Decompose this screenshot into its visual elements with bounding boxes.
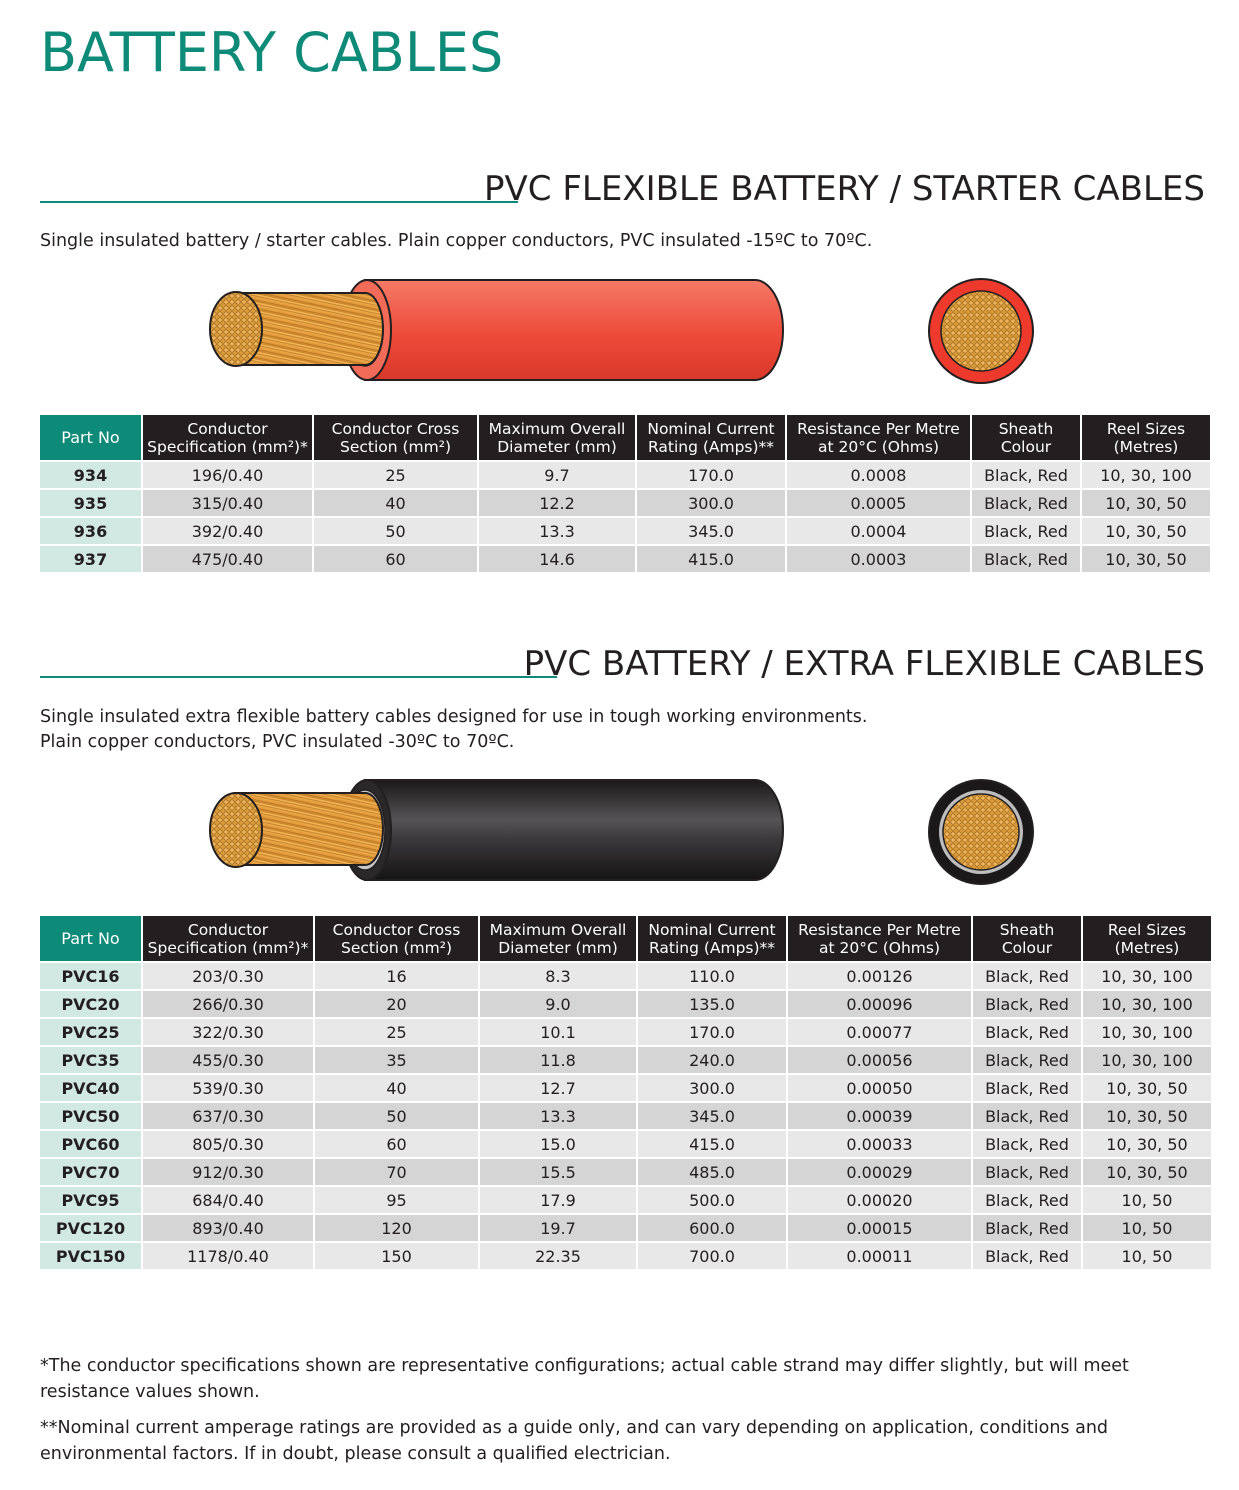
table-cell: 110.0 (637, 962, 787, 990)
footnote-conductor-spec: *The conductor specifications shown are representative configurations; actual cable strand may differ slightly, but will meet resistance values shown. (40, 1356, 1129, 1402)
table-cell: 539/0.30 (142, 1074, 314, 1102)
table-cell: 10.1 (479, 1018, 637, 1046)
table-cell: 60 (314, 1130, 479, 1158)
table-row (40, 1242, 1211, 1269)
table-row (40, 962, 1211, 990)
table-cell: Black, Red (972, 1186, 1082, 1214)
table-cell: 415.0 (636, 545, 786, 572)
table-cell: 16 (314, 962, 479, 990)
section-description: Single insulated battery / starter cables. Plain copper conductors, PVC insulated -15ºC to 70ºC. (40, 231, 873, 251)
table-cell: 12.7 (479, 1074, 637, 1102)
column-header: Resistance Per Metre at 20°C (Ohms) (787, 916, 972, 962)
table-cell: 0.00039 (787, 1102, 972, 1130)
table-cell: 500.0 (637, 1186, 787, 1214)
table-cell: 9.7 (478, 461, 636, 489)
section1-spec-table (40, 415, 1210, 572)
part-number-cell: PVC50 (40, 1102, 142, 1130)
table-cell: 17.9 (479, 1186, 637, 1214)
table-row (40, 461, 1210, 489)
table-cell: 637/0.30 (142, 1102, 314, 1130)
part-number-cell: PVC95 (40, 1186, 142, 1214)
table-cell: 684/0.40 (142, 1186, 314, 1214)
table-cell: 22.35 (479, 1242, 637, 1269)
section-description (40, 705, 867, 755)
part-number-cell: PVC16 (40, 962, 142, 990)
table-cell: 455/0.30 (142, 1046, 314, 1074)
table-cell: 322/0.30 (142, 1018, 314, 1046)
table-cell: 95 (314, 1186, 479, 1214)
table-cell: 10, 30, 100 (1082, 1046, 1211, 1074)
table-cell: 13.3 (478, 517, 636, 545)
table-row (40, 1046, 1211, 1074)
table-cell: 485.0 (637, 1158, 787, 1186)
table-cell: 0.00126 (787, 962, 972, 990)
table-cell: 14.6 (478, 545, 636, 572)
table-cell: 70 (314, 1158, 479, 1186)
section2-spec-table (40, 916, 1211, 1269)
table-cell: 120 (314, 1214, 479, 1242)
description-line: Plain copper conductors, PVC insulated -30ºC to 70ºC. (40, 732, 515, 752)
section-header (40, 638, 1205, 684)
table-cell: 13.3 (479, 1102, 637, 1130)
table-cell: Black, Red (972, 1130, 1082, 1158)
column-header: Part No (40, 916, 142, 962)
description-line: Single insulated extra flexible battery cables designed for use in tough working environments. (40, 707, 868, 727)
table-cell: 0.00029 (787, 1158, 972, 1186)
section-header (40, 163, 1205, 209)
table-cell: 150 (314, 1242, 479, 1269)
table-cell: 10, 30, 100 (1082, 990, 1211, 1018)
table-row (40, 1186, 1211, 1214)
table-cell: 60 (313, 545, 478, 572)
section-title: PVC BATTERY / EXTRA FLEXIBLE CABLES (523, 644, 1205, 684)
table-row (40, 1102, 1211, 1130)
table-row (40, 489, 1210, 517)
table-cell: Black, Red (971, 489, 1081, 517)
table-cell: 170.0 (636, 461, 786, 489)
table-cell: 0.00096 (787, 990, 972, 1018)
part-number-cell: 936 (40, 517, 142, 545)
table-cell: 0.00077 (787, 1018, 972, 1046)
table-row (40, 1018, 1211, 1046)
column-header: Conductor Cross Section (mm²) (313, 415, 478, 461)
table-row (40, 517, 1210, 545)
table-cell: 266/0.30 (142, 990, 314, 1018)
table-cell: 805/0.30 (142, 1130, 314, 1158)
table-cell: 10, 30, 50 (1082, 1158, 1211, 1186)
column-header: Nominal Current Rating (Amps)** (636, 415, 786, 461)
table-cell: 300.0 (636, 489, 786, 517)
table-cell: 0.00056 (787, 1046, 972, 1074)
table-cell: Black, Red (972, 1214, 1082, 1242)
section-rule (40, 676, 557, 678)
column-header: Resistance Per Metre at 20°C (Ohms) (786, 415, 971, 461)
table-cell: 196/0.40 (142, 461, 313, 489)
column-header: Maximum Overall Diameter (mm) (479, 916, 637, 962)
table-cell: 10, 50 (1082, 1214, 1211, 1242)
table-header-row (40, 415, 1210, 461)
table-cell: 893/0.40 (142, 1214, 314, 1242)
table-cell: 50 (313, 517, 478, 545)
table-cell: 10, 50 (1082, 1186, 1211, 1214)
table-cell: 392/0.40 (142, 517, 313, 545)
column-header: Sheath Colour (972, 916, 1082, 962)
red-cable-side-illustration (205, 275, 795, 387)
table-cell: 10, 30, 50 (1082, 1074, 1211, 1102)
table-cell: 0.0003 (786, 545, 971, 572)
part-number-cell: PVC120 (40, 1214, 142, 1242)
table-cell: 475/0.40 (142, 545, 313, 572)
part-number-cell: 934 (40, 461, 142, 489)
table-cell: Black, Red (972, 1158, 1082, 1186)
table-cell: 10, 30, 100 (1082, 962, 1211, 990)
page-title: BATTERY CABLES (40, 21, 504, 84)
table-cell: 415.0 (637, 1130, 787, 1158)
table-cell: Black, Red (972, 1074, 1082, 1102)
part-number-cell: PVC60 (40, 1130, 142, 1158)
table-cell: Black, Red (972, 1102, 1082, 1130)
table-row (40, 1074, 1211, 1102)
table-cell: 0.0005 (786, 489, 971, 517)
table-cell: Black, Red (972, 962, 1082, 990)
table-cell: 0.00015 (787, 1214, 972, 1242)
column-header: Part No (40, 415, 142, 461)
table-row (40, 1130, 1211, 1158)
column-header: Conductor Specification (mm²)* (142, 415, 313, 461)
table-cell: 20 (314, 990, 479, 1018)
table-row (40, 990, 1211, 1018)
table-cell: 10, 30, 50 (1082, 1102, 1211, 1130)
section-rule (40, 201, 518, 203)
table-cell: 15.0 (479, 1130, 637, 1158)
table-cell: 11.8 (479, 1046, 637, 1074)
table-cell: 0.0008 (786, 461, 971, 489)
table-row (40, 1214, 1211, 1242)
table-cell: 10, 30, 100 (1081, 461, 1210, 489)
table-cell: 0.00011 (787, 1242, 972, 1269)
column-header: Maximum Overall Diameter (mm) (478, 415, 636, 461)
table-cell: Black, Red (972, 1018, 1082, 1046)
table-header-row (40, 916, 1211, 962)
table-cell: 0.0004 (786, 517, 971, 545)
part-number-cell: 937 (40, 545, 142, 572)
table-row (40, 1158, 1211, 1186)
table-cell: 40 (314, 1074, 479, 1102)
table-cell: 1178/0.40 (142, 1242, 314, 1269)
table-cell: 912/0.30 (142, 1158, 314, 1186)
black-cable-cross-section-icon (926, 777, 1036, 887)
table-cell: 19.7 (479, 1214, 637, 1242)
table-cell: Black, Red (971, 545, 1081, 572)
table-cell: Black, Red (971, 517, 1081, 545)
table-cell: 600.0 (637, 1214, 787, 1242)
part-number-cell: PVC25 (40, 1018, 142, 1046)
column-header: Conductor Specification (mm²)* (142, 916, 314, 962)
table-cell: 10, 30, 50 (1081, 517, 1210, 545)
table-cell: Black, Red (972, 1046, 1082, 1074)
part-number-cell: PVC35 (40, 1046, 142, 1074)
part-number-cell: PVC70 (40, 1158, 142, 1186)
column-header: Sheath Colour (971, 415, 1081, 461)
table-cell: 700.0 (637, 1242, 787, 1269)
table-cell: 10, 30, 50 (1082, 1130, 1211, 1158)
table-cell: 10, 50 (1082, 1242, 1211, 1269)
table-cell: 170.0 (637, 1018, 787, 1046)
table-cell: 10, 30, 100 (1082, 1018, 1211, 1046)
part-number-cell: PVC40 (40, 1074, 142, 1102)
table-cell: Black, Red (971, 461, 1081, 489)
table-cell: 35 (314, 1046, 479, 1074)
column-header: Reel Sizes (Metres) (1082, 916, 1211, 962)
column-header: Conductor Cross Section (mm²) (314, 916, 479, 962)
table-cell: 10, 30, 50 (1081, 489, 1210, 517)
red-cable-cross-section-icon (926, 276, 1036, 386)
table-cell: 315/0.40 (142, 489, 313, 517)
table-cell: 9.0 (479, 990, 637, 1018)
table-cell: 0.00050 (787, 1074, 972, 1102)
table-cell: 10, 30, 50 (1081, 545, 1210, 572)
table-cell: 50 (314, 1102, 479, 1130)
table-cell: 345.0 (637, 1102, 787, 1130)
black-cable-side-illustration (205, 775, 795, 887)
table-row (40, 545, 1210, 572)
table-cell: 203/0.30 (142, 962, 314, 990)
table-cell: Black, Red (972, 1242, 1082, 1269)
part-number-cell: PVC20 (40, 990, 142, 1018)
part-number-cell: 935 (40, 489, 142, 517)
table-cell: 25 (313, 461, 478, 489)
table-cell: 8.3 (479, 962, 637, 990)
column-header: Reel Sizes (Metres) (1081, 415, 1210, 461)
column-header: Nominal Current Rating (Amps)** (637, 916, 787, 962)
table-cell: 15.5 (479, 1158, 637, 1186)
table-cell: 135.0 (637, 990, 787, 1018)
table-cell: Black, Red (972, 990, 1082, 1018)
table-cell: 240.0 (637, 1046, 787, 1074)
section-title: PVC FLEXIBLE BATTERY / STARTER CABLES (484, 169, 1205, 209)
table-cell: 0.00020 (787, 1186, 972, 1214)
table-cell: 345.0 (636, 517, 786, 545)
table-cell: 0.00033 (787, 1130, 972, 1158)
table-cell: 40 (313, 489, 478, 517)
part-number-cell: PVC150 (40, 1242, 142, 1269)
table-cell: 12.2 (478, 489, 636, 517)
footnote-current-rating: **Nominal current amperage ratings are provided as a guide only, and can vary depending on application, conditions and environmental factors. If in doubt, please consult a qualified electrician. (40, 1418, 1109, 1464)
table-cell: 300.0 (637, 1074, 787, 1102)
table-cell: 25 (314, 1018, 479, 1046)
